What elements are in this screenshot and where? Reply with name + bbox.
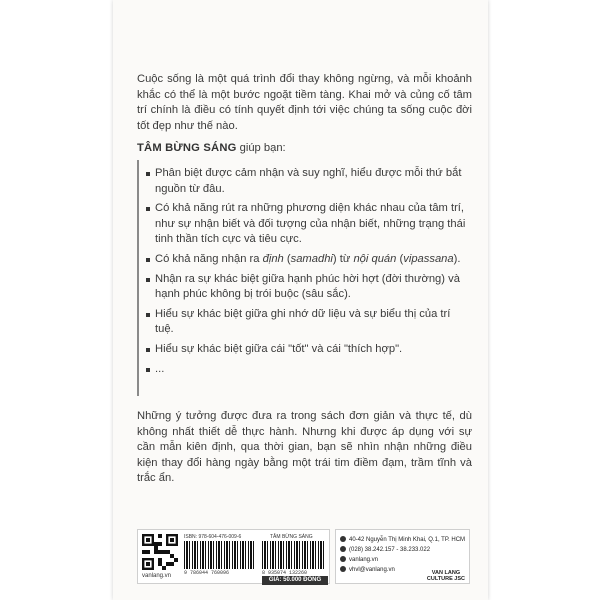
isbn-barcode	[184, 541, 256, 569]
list-item	[139, 201, 473, 248]
list-item	[139, 252, 473, 268]
address-text: 40-42 Nguyễn Thị Minh Khai, Q.1, TP. HCM	[349, 537, 466, 543]
list-item-text: Phân biệt được cảm nhận và suy nghĩ, hiểu được mỗi thứ bắt nguồn từ đâu.	[155, 167, 462, 195]
bullet-square-icon	[146, 172, 150, 176]
list-item	[139, 342, 473, 358]
lead-text: giúp bạn:	[236, 142, 286, 154]
email-icon	[340, 566, 346, 572]
bullet-square-icon	[146, 348, 150, 352]
list-item	[139, 307, 473, 338]
list-item	[139, 166, 473, 197]
address-row	[340, 536, 465, 544]
lead-line	[137, 141, 472, 157]
website-label: vanlang.vn	[142, 573, 172, 579]
intro-paragraph: Cuộc sống là một quá trình đổi thay không ngừng, và mỗi khoảnh khắc có thể là một bước ngoặt tiềm tàng. Khai mở và củng cố tâm trí chính là điều có tính quyết định tới việc chúng ta sống cuộc đời tốt đẹp như thế nào.	[137, 73, 472, 132]
list-item-text: Hiểu sự khác biệt giữa ghi nhớ dữ liệu và sự biểu thị của trí tuệ.	[155, 307, 451, 336]
barcode-title: TÂM BỪNG SÁNG	[270, 534, 313, 540]
globe-icon	[340, 556, 346, 562]
list-item-text: Nhận ra sự khác biệt giữa hạnh phúc hời hợt (đời thường) và hạnh phúc không bị trói buộc (sâu sắc).	[155, 272, 460, 301]
location-icon	[340, 536, 346, 542]
bullet-square-icon	[146, 313, 150, 317]
price-label: GIÁ: 50.000 ĐỒNG	[262, 576, 328, 585]
list-item	[139, 362, 473, 378]
barcode-strip	[137, 529, 470, 584]
list-item-text: Hiểu sự khác biệt giữa cái "tốt" và cái "thích hợp".	[155, 342, 403, 355]
web-text: vanlang.vn	[349, 557, 379, 563]
isbn-label: ISBN: 978-604-476-009-6	[184, 534, 242, 540]
phone-row	[340, 546, 430, 554]
barcode-panel	[137, 529, 330, 584]
list-item-text: Có khả năng rút ra những phương diện khác nhau của tâm trí, như sự nhận biết và đối tượng của nhận biết, những trạng thái tinh thần tích cực và tiêu cực.	[155, 202, 466, 246]
publisher-contact	[335, 529, 470, 584]
bullet-square-icon	[146, 207, 150, 211]
outro-paragraph: Những ý tưởng được đưa ra trong sách đơn giản và thực tế, dù không nhất thiết dễ thực hành. Nhưng khi được áp dụng với sự cần mẫn kiên định, qua thời gian, bạn sẽ nhìn nhận những điều kiện thay đổi hàng ngày bằng một trái tim điềm đạm, trầm tĩnh và trắc ẩn.	[137, 410, 472, 485]
list-item-text: ...	[155, 362, 165, 375]
book-back-cover	[113, 0, 488, 600]
benefit-list	[137, 160, 473, 396]
email-text: vhvl@vanlang.vn	[349, 567, 395, 573]
product-number: 8 935074 132260	[262, 570, 308, 576]
bullet-square-icon	[146, 278, 150, 282]
publisher-logo: VAN LANG CULTURE JSC	[426, 570, 465, 582]
phone-icon	[340, 546, 346, 552]
qr-code-icon	[142, 534, 178, 570]
isbn-number: 9 786044 760096	[184, 570, 230, 576]
web-row	[340, 556, 378, 564]
email-row	[340, 566, 395, 574]
list-item	[139, 272, 473, 303]
phone-text: (028) 38.242.157 - 38.233.022	[349, 547, 431, 553]
book-title: TÂM BỪNG SÁNG	[137, 142, 237, 154]
bullet-square-icon	[146, 258, 150, 262]
product-barcode	[262, 541, 326, 569]
list-item-text: Có khả năng nhận ra định (samadhi) từ nội quán (vipassana).	[155, 252, 461, 265]
bullet-square-icon	[146, 368, 150, 372]
